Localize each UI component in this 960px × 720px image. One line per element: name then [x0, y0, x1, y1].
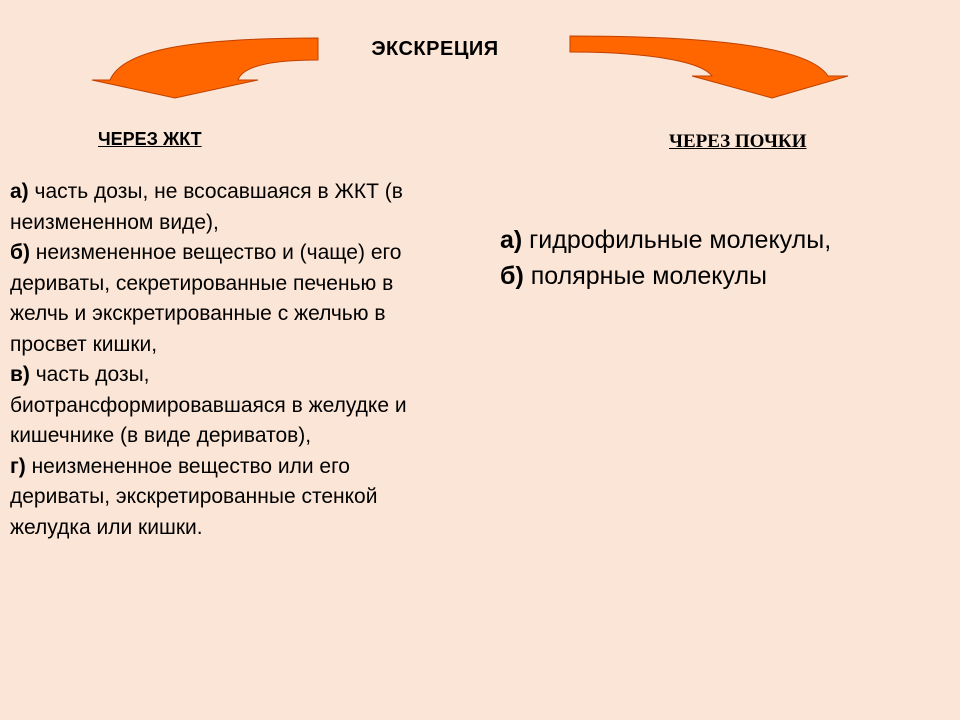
item-marker: а)	[10, 180, 29, 203]
item-text: часть дозы, не всосавшаяся в ЖКТ (в неизмененном виде),	[10, 180, 403, 234]
list-item	[500, 222, 950, 258]
item-marker: б)	[10, 241, 30, 264]
item-marker: в)	[10, 363, 30, 386]
list-item	[10, 452, 420, 544]
heading-via-git: ЧЕРЕЗ ЖКТ	[98, 129, 202, 149]
item-text: неизмененное вещество или его дериваты, экскретированные стенкой желудка или кишки.	[10, 454, 378, 539]
git-excretion-list	[10, 177, 420, 543]
slide-title: ЭКСКРЕЦИЯ	[371, 38, 499, 60]
item-text: гидрофильные молекулы,	[522, 226, 832, 254]
list-item	[10, 177, 420, 238]
kidney-excretion-list	[500, 222, 950, 294]
item-marker: г)	[10, 454, 26, 478]
heading-via-kidneys: ЧЕРЕЗ ПОЧКИ	[669, 131, 807, 152]
item-text: неизмененное вещество и (чаще) его дериваты, секретированные печенью в желчь и экскретированные с желчью в просвет кишки,	[10, 241, 402, 356]
list-item	[500, 258, 950, 294]
item-text: полярные молекулы	[523, 262, 768, 290]
item-text: часть дозы, биотрансформировавшаяся в желудке и кишечнике (в виде дериватов),	[10, 363, 407, 447]
curved-arrow-right-icon	[560, 30, 850, 105]
item-marker: а)	[500, 226, 523, 254]
list-item	[10, 360, 420, 452]
item-marker: б)	[500, 262, 524, 290]
curved-arrow-left-icon	[80, 30, 325, 105]
list-item	[10, 238, 420, 360]
